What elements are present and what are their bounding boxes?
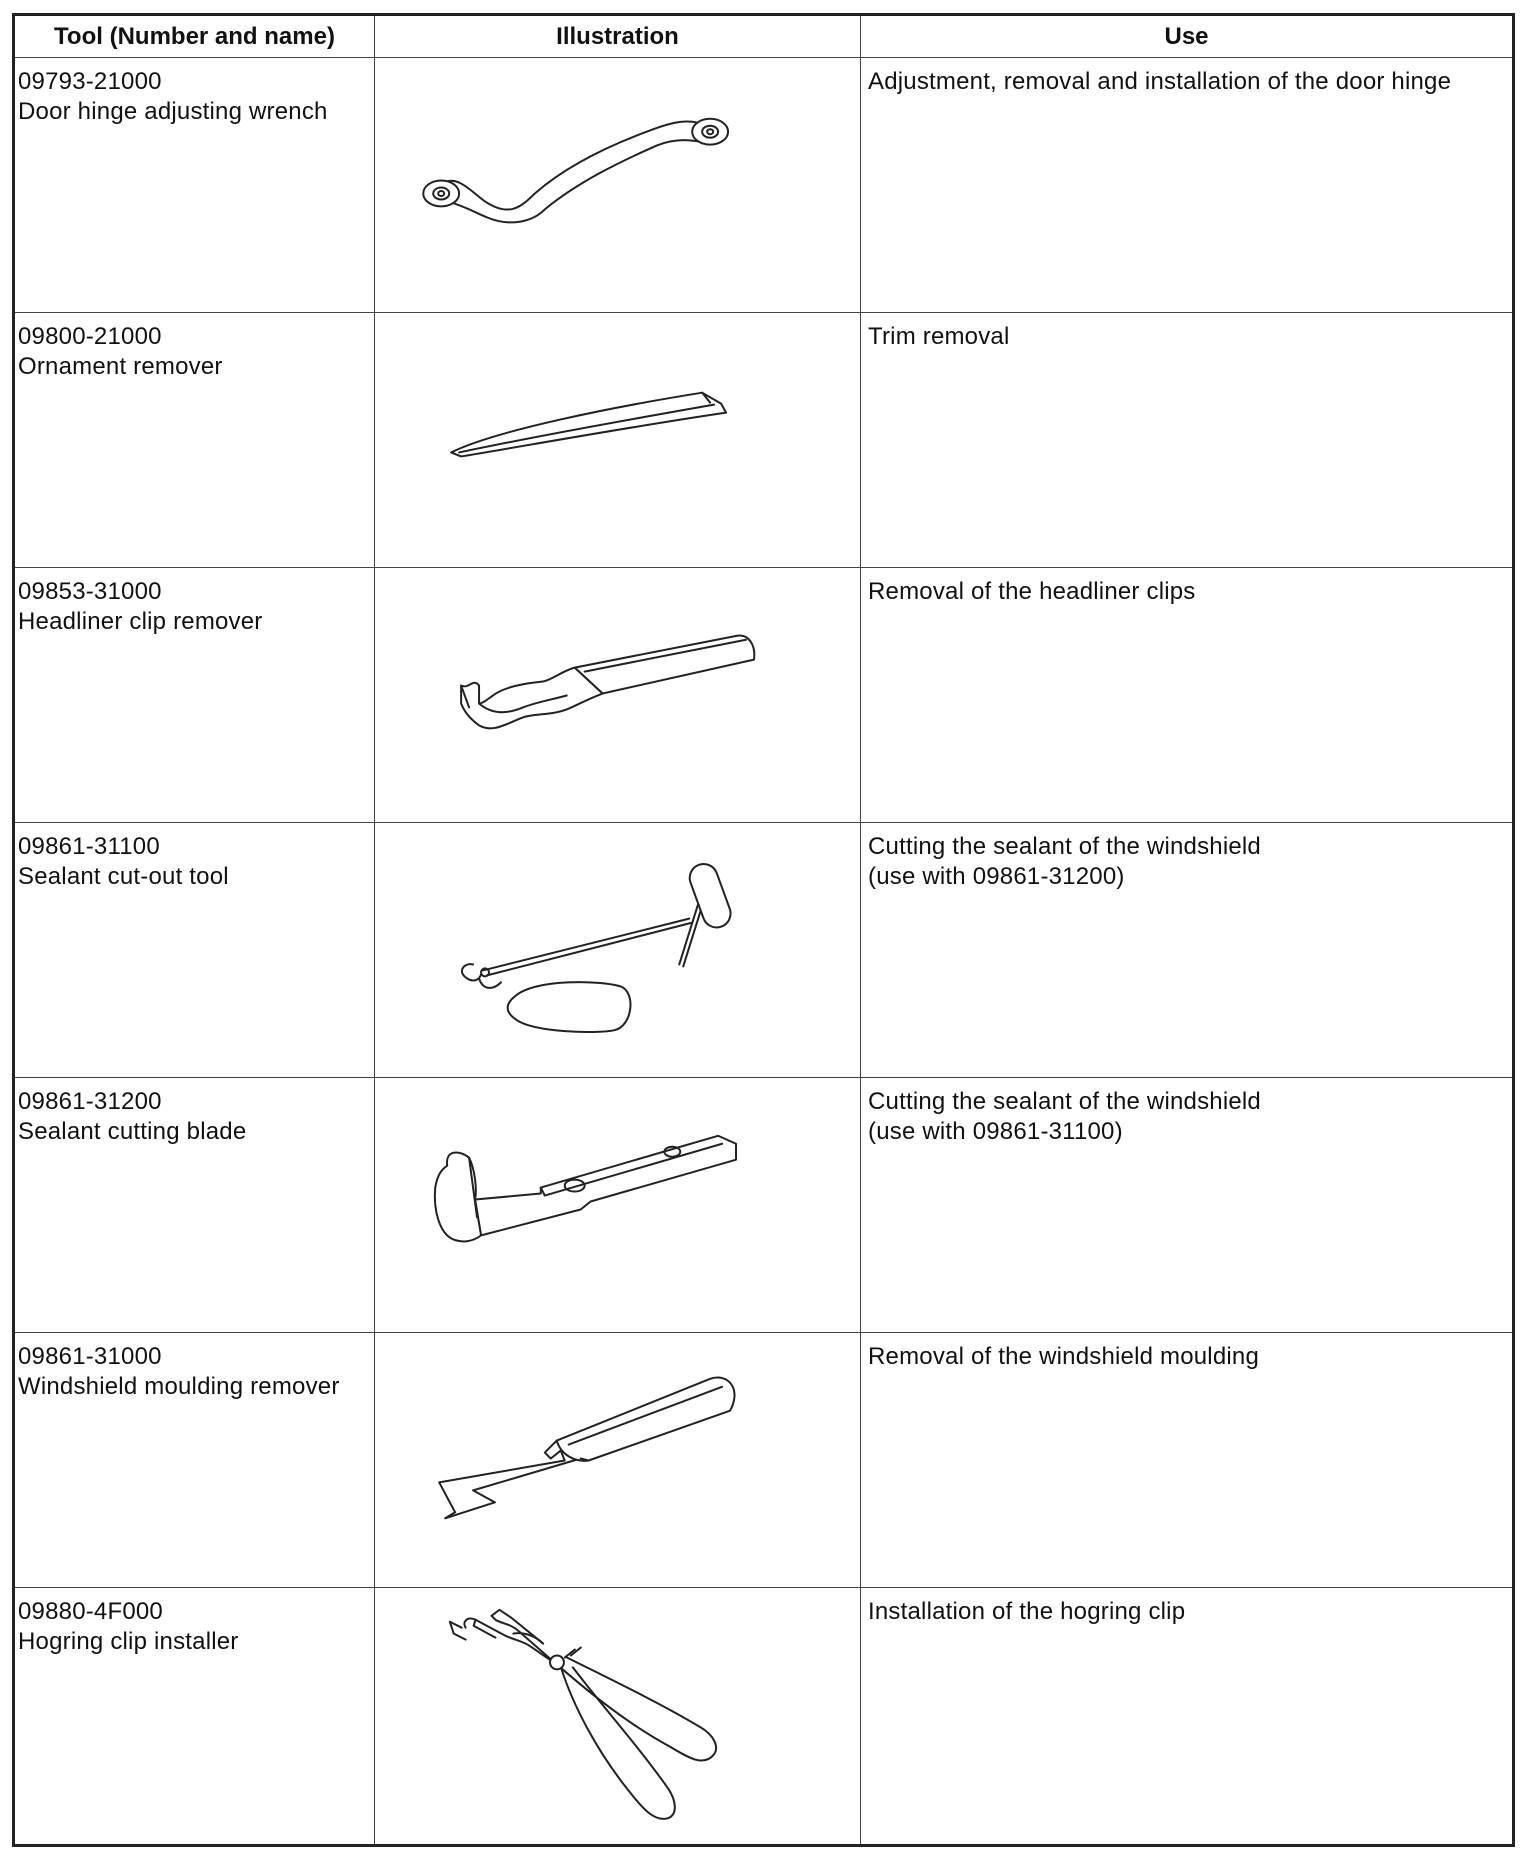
tool-cell [14, 313, 375, 568]
headliner-clip-remover-icon [375, 568, 860, 822]
use-cell [861, 568, 1514, 823]
tool-number: 09861-31000 [18, 1343, 162, 1370]
table-row [14, 1333, 1514, 1588]
windshield-moulding-remover-icon [375, 1333, 860, 1587]
table-row [14, 1078, 1514, 1333]
tool-name: Hogring clip installer [18, 1628, 239, 1655]
tool-cell [14, 1588, 375, 1846]
tool-name: Door hinge adjusting wrench [18, 98, 328, 125]
use-text-line1: Trim removal [868, 323, 1010, 350]
tool-number: 09853-31000 [18, 578, 162, 605]
tool-cell [14, 1078, 375, 1333]
use-cell [861, 1333, 1514, 1588]
use-text-line1: Removal of the headliner clips [868, 578, 1196, 605]
sealant-cutout-tool-icon [375, 823, 860, 1077]
tool-number: 09880-4F000 [18, 1598, 163, 1625]
illustration-cell [375, 1333, 861, 1588]
illustration-cell [375, 1588, 861, 1846]
use-cell [861, 313, 1514, 568]
tool-name: Windshield moulding remover [18, 1373, 340, 1400]
use-text-line1: Adjustment, removal and installation of the door hinge [868, 68, 1452, 95]
tool-cell [14, 1333, 375, 1588]
use-text-line1: Cutting the sealant of the windshield [868, 1088, 1261, 1115]
use-text-line1: Installation of the hogring clip [868, 1598, 1186, 1625]
tool-number: 09800-21000 [18, 323, 162, 350]
use-cell [861, 1078, 1514, 1333]
door-hinge-wrench-icon [375, 58, 860, 312]
tool-cell [14, 568, 375, 823]
table-row [14, 1588, 1514, 1846]
special-tools-table [12, 13, 1515, 1847]
tool-name: Headliner clip remover [18, 608, 263, 635]
tool-name: Ornament remover [18, 353, 223, 380]
sealant-cutting-blade-icon [375, 1078, 860, 1332]
use-text-line1: Cutting the sealant of the windshield [868, 833, 1261, 860]
table-row [14, 313, 1514, 568]
use-text-line2: (use with 09861-31100) [868, 1118, 1123, 1145]
use-cell [861, 58, 1514, 313]
tool-cell [14, 823, 375, 1078]
use-cell [861, 1588, 1514, 1846]
use-text-line1: Removal of the windshield moulding [868, 1343, 1260, 1370]
header-use: Use [861, 15, 1514, 58]
hogring-clip-installer-icon [375, 1588, 860, 1844]
header-illustration: Illustration [375, 15, 861, 58]
tool-name: Sealant cut-out tool [18, 863, 229, 890]
table-row [14, 823, 1514, 1078]
use-cell [861, 823, 1514, 1078]
tool-number: 09793-21000 [18, 68, 162, 95]
header-tool: Tool (Number and name) [14, 15, 375, 58]
header-row [14, 15, 1514, 58]
tool-name: Sealant cutting blade [18, 1118, 247, 1145]
illustration-cell [375, 1078, 861, 1333]
tool-cell [14, 58, 375, 313]
illustration-cell [375, 313, 861, 568]
tool-number: 09861-31200 [18, 1088, 162, 1115]
illustration-cell [375, 58, 861, 313]
table-row [14, 58, 1514, 313]
illustration-cell [375, 568, 861, 823]
ornament-remover-icon [375, 313, 860, 567]
use-text-line2: (use with 09861-31200) [868, 863, 1125, 890]
illustration-cell [375, 823, 861, 1078]
tool-number: 09861-31100 [18, 833, 160, 860]
table-row [14, 568, 1514, 823]
